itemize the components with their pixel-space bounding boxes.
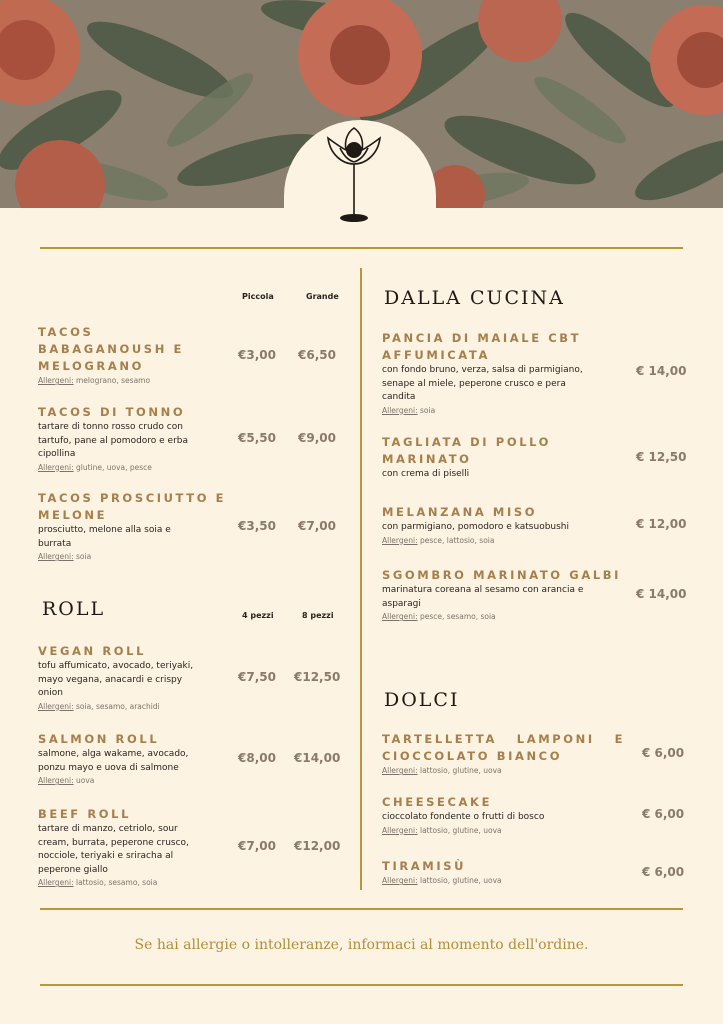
item-price: € 12,00 bbox=[636, 517, 687, 531]
item-price: € 12,50 bbox=[636, 450, 687, 464]
item-desc: con crema di piselli bbox=[382, 469, 470, 479]
item-desc: burrata bbox=[38, 538, 72, 549]
menu-item bbox=[382, 504, 622, 547]
col-head-large: Grande bbox=[306, 292, 339, 301]
section-title-roll: ROLL bbox=[42, 598, 106, 620]
menu-item bbox=[38, 806, 238, 889]
col-head-small: 4 pezzi bbox=[242, 611, 274, 620]
menu-item bbox=[382, 731, 626, 777]
price-small: €8,00 bbox=[238, 751, 276, 765]
item-allergens: Allergeni: pesce, lattosio, soia bbox=[382, 535, 495, 545]
item-allergens: Allergeni: soia bbox=[382, 405, 436, 415]
item-desc: con fondo bruno, verza, salsa di parmigiano, bbox=[382, 365, 583, 375]
menu-item bbox=[38, 731, 238, 787]
item-desc: salmone, alga wakame, avocado, bbox=[38, 749, 189, 759]
top-divider bbox=[40, 247, 683, 249]
price-large: €9,00 bbox=[298, 431, 336, 445]
price-large: €12,50 bbox=[294, 670, 341, 684]
item-desc: marinatura coreana al sesamo con arancia e bbox=[382, 585, 584, 595]
item-desc: onion bbox=[38, 688, 63, 698]
item-name: MELONE bbox=[38, 508, 108, 522]
item-allergens: Allergeni: uova bbox=[38, 776, 95, 785]
item-desc: tartare di tonno rosso crudo con bbox=[38, 422, 183, 432]
price-small: €3,00 bbox=[238, 348, 276, 362]
flower-glass-icon bbox=[322, 126, 386, 226]
item-desc: ponzu mayo e uova di salmone bbox=[38, 762, 179, 773]
menu-item bbox=[382, 794, 622, 837]
item-allergens: Allergeni: pesce, sesamo, soia bbox=[382, 612, 496, 621]
menu-item bbox=[38, 643, 238, 713]
price-small: €7,50 bbox=[238, 670, 276, 684]
item-price: € 14,00 bbox=[636, 364, 687, 378]
item-desc: candita bbox=[382, 392, 416, 402]
item-desc: peperone giallo bbox=[38, 864, 108, 875]
item-name: CIOCCOLATO BIANCO bbox=[382, 749, 563, 763]
item-desc: nocciole, teriyaki e sriracha al bbox=[38, 851, 174, 861]
item-desc: prosciutto, melone alla soia e bbox=[38, 525, 171, 535]
item-allergens: Allergeni: glutine, uova, pesce bbox=[38, 462, 152, 472]
col-head-large: 8 pezzi bbox=[302, 611, 334, 620]
item-desc: cipollina bbox=[38, 449, 76, 459]
menu-item bbox=[38, 324, 238, 387]
item-price: € 14,00 bbox=[636, 587, 687, 601]
price-large: €14,00 bbox=[294, 751, 341, 765]
item-allergens: Allergeni: lattosio, glutine, uova bbox=[382, 825, 502, 835]
price-large: €7,00 bbox=[298, 519, 336, 533]
col-head-small: Piccola bbox=[242, 292, 274, 301]
item-desc: con parmigiano, pomodoro e katsuobushi bbox=[382, 522, 570, 532]
item-name: CHEESECAKE bbox=[382, 795, 493, 809]
item-allergens: Allergeni: soia bbox=[38, 552, 92, 561]
item-desc: tartare di manzo, cetriolo, sour bbox=[38, 824, 178, 834]
item-name: TAGLIATA DI POLLO bbox=[382, 435, 552, 449]
section-title-dolci: DOLCI bbox=[384, 689, 460, 711]
item-name: BABAGANOUSH E bbox=[38, 342, 184, 356]
item-name: SGOMBRO MARINATO GALBI bbox=[382, 568, 621, 582]
item-name: TACOS PROSCIUTTO E bbox=[38, 491, 227, 505]
price-small: €5,50 bbox=[238, 431, 276, 445]
item-name: VEGAN ROLL bbox=[38, 644, 147, 658]
item-name: TIRAMISÙ bbox=[382, 859, 467, 873]
section-title-cucina: DALLA CUCINA bbox=[384, 287, 565, 309]
item-name: MELANZANA MISO bbox=[382, 505, 538, 519]
item-name: MARINATO bbox=[382, 452, 472, 466]
item-desc: asparagi bbox=[382, 598, 421, 609]
item-allergens: Allergeni: lattosio, glutine, uova bbox=[382, 876, 502, 885]
item-allergens: Allergeni: soia, sesamo, arachidi bbox=[38, 701, 160, 711]
item-desc: senape al miele, peperone crusco e pera bbox=[382, 378, 566, 389]
item-name: TACOS DI TONNO bbox=[38, 405, 186, 419]
bottom-divider bbox=[40, 908, 683, 910]
item-name: SALMON ROLL bbox=[38, 732, 160, 746]
price-large: €6,50 bbox=[298, 348, 336, 362]
item-desc: cioccolato fondente o frutti di bosco bbox=[382, 812, 545, 822]
footer-divider bbox=[40, 984, 683, 986]
menu-item bbox=[382, 567, 622, 623]
menu-item bbox=[382, 434, 622, 482]
item-name: AFFUMICATA bbox=[382, 348, 490, 362]
item-desc: tofu affumicato, avocado, teriyaki, bbox=[38, 661, 194, 671]
item-allergens: Allergeni: lattosio, sesamo, soia bbox=[38, 878, 158, 887]
item-price: € 6,00 bbox=[642, 865, 685, 879]
item-name: MELOGRANO bbox=[38, 359, 144, 373]
menu-item bbox=[382, 330, 622, 417]
menu-item bbox=[382, 858, 622, 887]
menu-item bbox=[38, 490, 238, 563]
item-name: TARTELLETTA LAMPONI E bbox=[382, 732, 626, 746]
item-price: € 6,00 bbox=[642, 746, 685, 760]
allergy-note: Se hai allergie o intolleranze, informaci al momento dell'ordine. bbox=[134, 937, 589, 953]
item-allergens: Allergeni: melograno, sesamo bbox=[38, 376, 151, 385]
item-desc: mayo vegana, anacardi e crispy bbox=[38, 674, 183, 685]
item-allergens: Allergeni: lattosio, glutine, uova bbox=[382, 766, 502, 775]
column-divider bbox=[360, 268, 362, 890]
item-desc: tartufo, pane al pomodoro e erba bbox=[38, 435, 189, 446]
item-price: € 6,00 bbox=[642, 807, 685, 821]
item-desc: cream, burrata, peperone crusco, bbox=[38, 837, 189, 848]
menu-item bbox=[38, 404, 238, 474]
item-name: PANCIA DI MAIALE CBT bbox=[382, 331, 582, 345]
price-large: €12,00 bbox=[294, 839, 341, 853]
price-small: €3,50 bbox=[238, 519, 276, 533]
item-name: BEEF ROLL bbox=[38, 807, 132, 821]
item-name: TACOS bbox=[38, 325, 94, 339]
price-small: €7,00 bbox=[238, 839, 276, 853]
